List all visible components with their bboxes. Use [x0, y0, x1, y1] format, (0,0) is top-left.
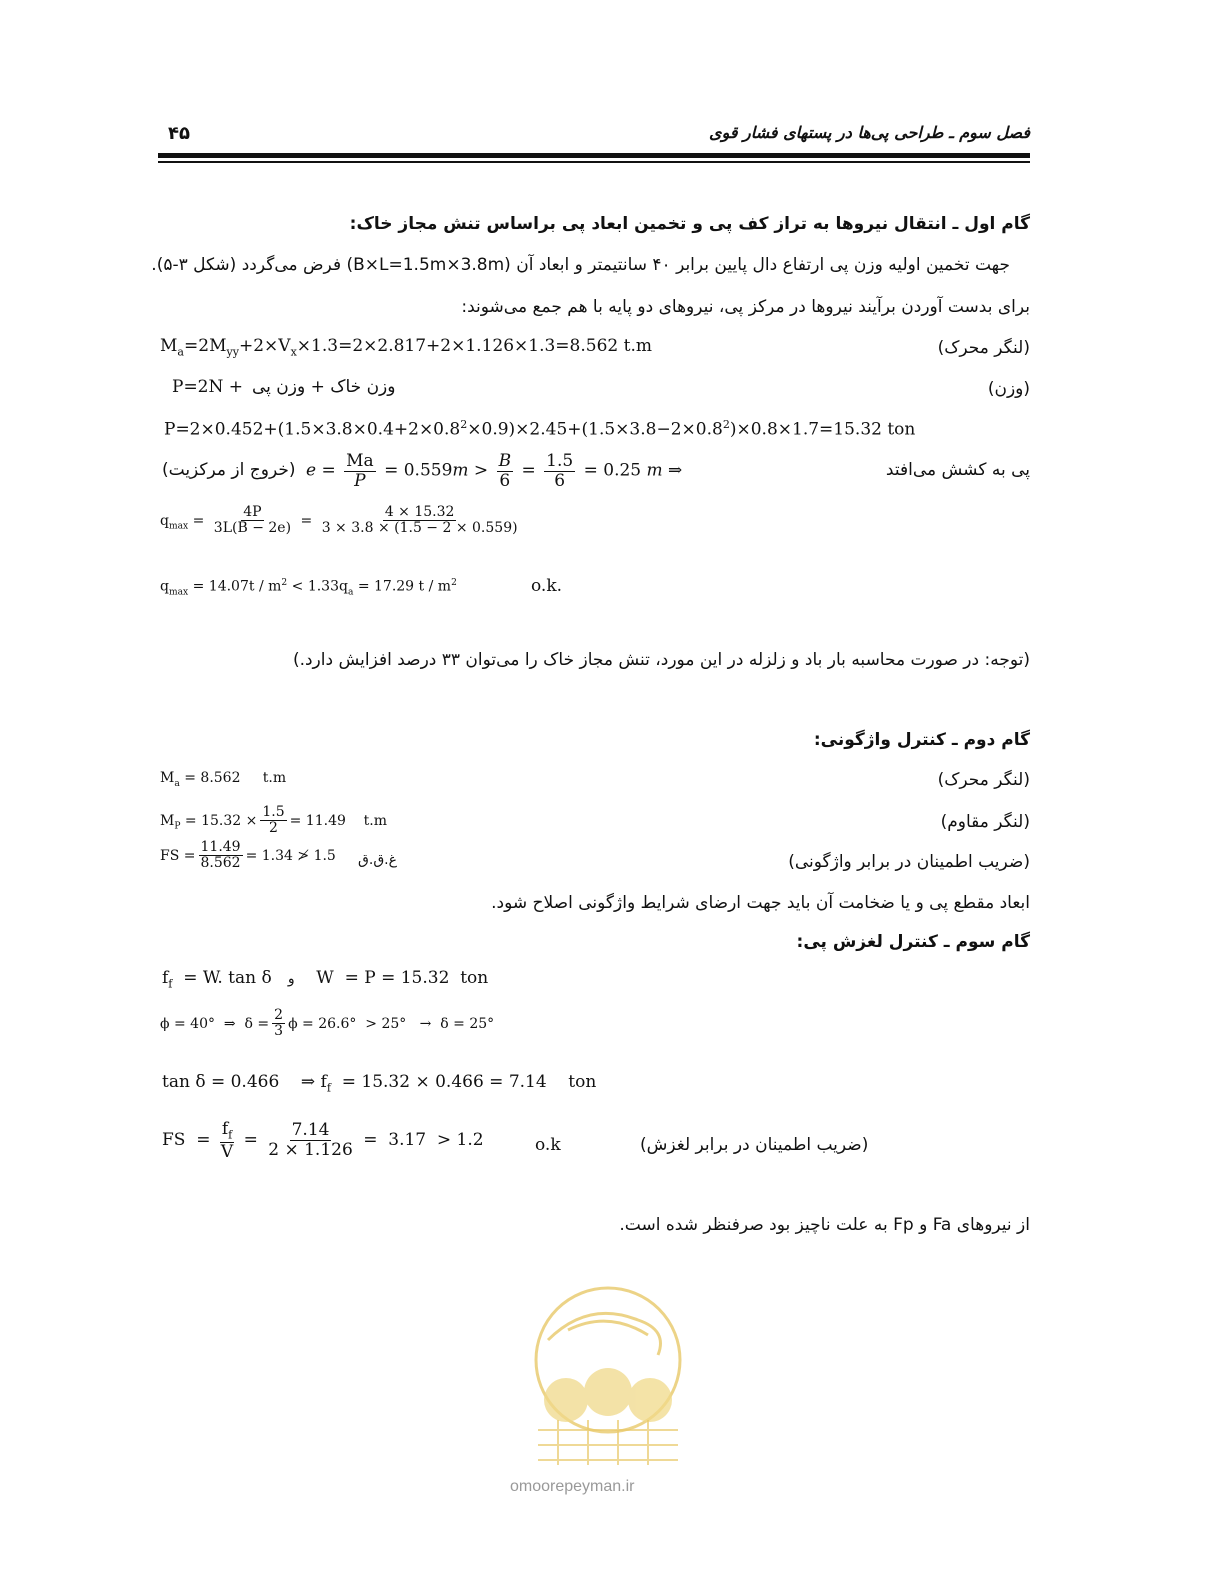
header-rule-thin	[158, 161, 1030, 163]
fs-overturning-equation: FS = $\frac{11.49}{8.562}$ = 1.34 ≯ 1.5	[160, 839, 336, 872]
header-rule-thick	[158, 153, 1030, 158]
watermark-logo	[508, 1280, 708, 1470]
not-ok: غ.ق.ق	[358, 852, 397, 868]
chapter-title: فصل سوم ـ طراحی پی‌ها در پستهای فشار قوی	[709, 123, 1030, 142]
step2-heading: گام دوم ـ کنترل واژگونی:	[813, 730, 1030, 750]
label-weight: (وزن)	[987, 379, 1030, 399]
label-driving: (لنگر محرک)	[937, 770, 1030, 790]
delta-equation: ϕ = 40° ⇒ δ = $\frac{2}{3}$ ϕ = 26.6° > 25° → δ = 25°	[160, 1007, 495, 1040]
friction-equation: $f_f = W$. tan δ و W = P = 15.32 ton	[162, 968, 489, 991]
note-text: (توجه: در صورت محاسبه بار باد و زلزله در این مورد، تنش مجاز خاک را می‌توان ۳۳ درصد افزایش دارد.)	[292, 650, 1030, 670]
and-word: و	[287, 971, 295, 987]
weight-terms: وزن خاک + وزن پی	[252, 377, 396, 397]
ma-unit: t.m	[262, 770, 287, 786]
ma-equation: $M_a = 8.562$ t.m	[160, 770, 287, 789]
qmax-result: $q_{max} = 14.07t / m^2 < 1.33q_a = 17.29$ t / $m^2$	[160, 578, 457, 598]
qmax-equation: $q_{max}$ = $\frac{4P}{3L(B - 2e)}$ = $\frac{4 \times 15.32}{3 \times 3.8 \times (1.5 - 2 \times 0.559)}$	[160, 504, 518, 537]
p-equation: $P=2\times 0.452+(1.5\times 3.8\times 0.4+2\times 0.8^2\times 0.9)\times 2.45+(1.5\times 3.8-2\times 0.8^2)\times 0.8\times 1.7=15.32$ ton	[164, 418, 916, 440]
step1-para1: جهت تخمین اولیه وزن پی ارتفاع دال پایین برابر ۴۰ سانتیمتر و ابعاد آن (B×L=1.5m×3.8m) فرض می‌گردد (شکل ۳-۵).	[151, 255, 1010, 275]
final-para: از نیروهای Fa و Fp به علت ناچیز بود صرفنظر شده است.	[619, 1215, 1030, 1235]
tan-equation: tan δ = 0.466 ⇒ $f_f = 15.32 \times 0.466 = 7.14$ ton	[162, 1072, 597, 1095]
step2-para: ابعاد مقطع پی و یا ضخامت آن باید جهت ارضای شرایط واژگونی اصلاح شود.	[491, 893, 1030, 913]
page-number: ۴۵	[168, 123, 190, 144]
eccentric-text: (خروج از مرکزیت)	[162, 460, 296, 480]
ma-value: 8.562	[200, 770, 241, 786]
eccentricity-equation: e = $\frac{Ma}{P}$ = 0.559m > $\frac{B}{6}$ = $\frac{1.5}{6}$ = 0.25 m ⇒	[306, 451, 683, 491]
mp-equation: $M_P = 15.32$ × $\frac{1.5}{2}$ = 11.49 t.m	[160, 804, 388, 837]
step3-heading: گام سوم ـ کنترل لغزش پی:	[796, 932, 1030, 952]
step1-para2: برای بدست آوردن برآیند نیروها در مرکز پی، نیروهای دو پایه با هم جمع می‌شوند:	[461, 297, 1030, 317]
label-fs-sliding: (ضریب اطمینان در برابر لغزش)	[640, 1135, 869, 1155]
label-resisting: (لنگر مقاوم)	[940, 812, 1030, 832]
fs-sliding-equation: FS = $\frac{f_f}{V}$ = $\frac{7.14}{2 \times 1.126}$ = 3.17 > 1.2	[162, 1119, 484, 1162]
weight-equation: P=2N +	[172, 377, 244, 397]
label-moment: (لنگر محرک)	[937, 338, 1030, 358]
qmax-ok: o.k.	[531, 576, 563, 596]
step1-heading: گام اول ـ انتقال نیروها به تراز کف پی و تخمین ابعاد پی براساس تنش مجاز خاک:	[349, 214, 1030, 234]
moment-equation: $M_a=2M_{yy}+2\times V_x\times 1.3=2\times 2.817+2\times 1.126\times 1.3=8.562$ t.m	[160, 336, 652, 359]
label-fs-overturning: (ضریب اطمینان در برابر واژگونی)	[788, 852, 1030, 872]
fs-sliding-ok: o.k	[535, 1135, 561, 1155]
watermark-text: omoorepeyman.ir	[510, 1478, 635, 1495]
uplift-text: پی به کشش می‌افتد	[885, 460, 1030, 480]
